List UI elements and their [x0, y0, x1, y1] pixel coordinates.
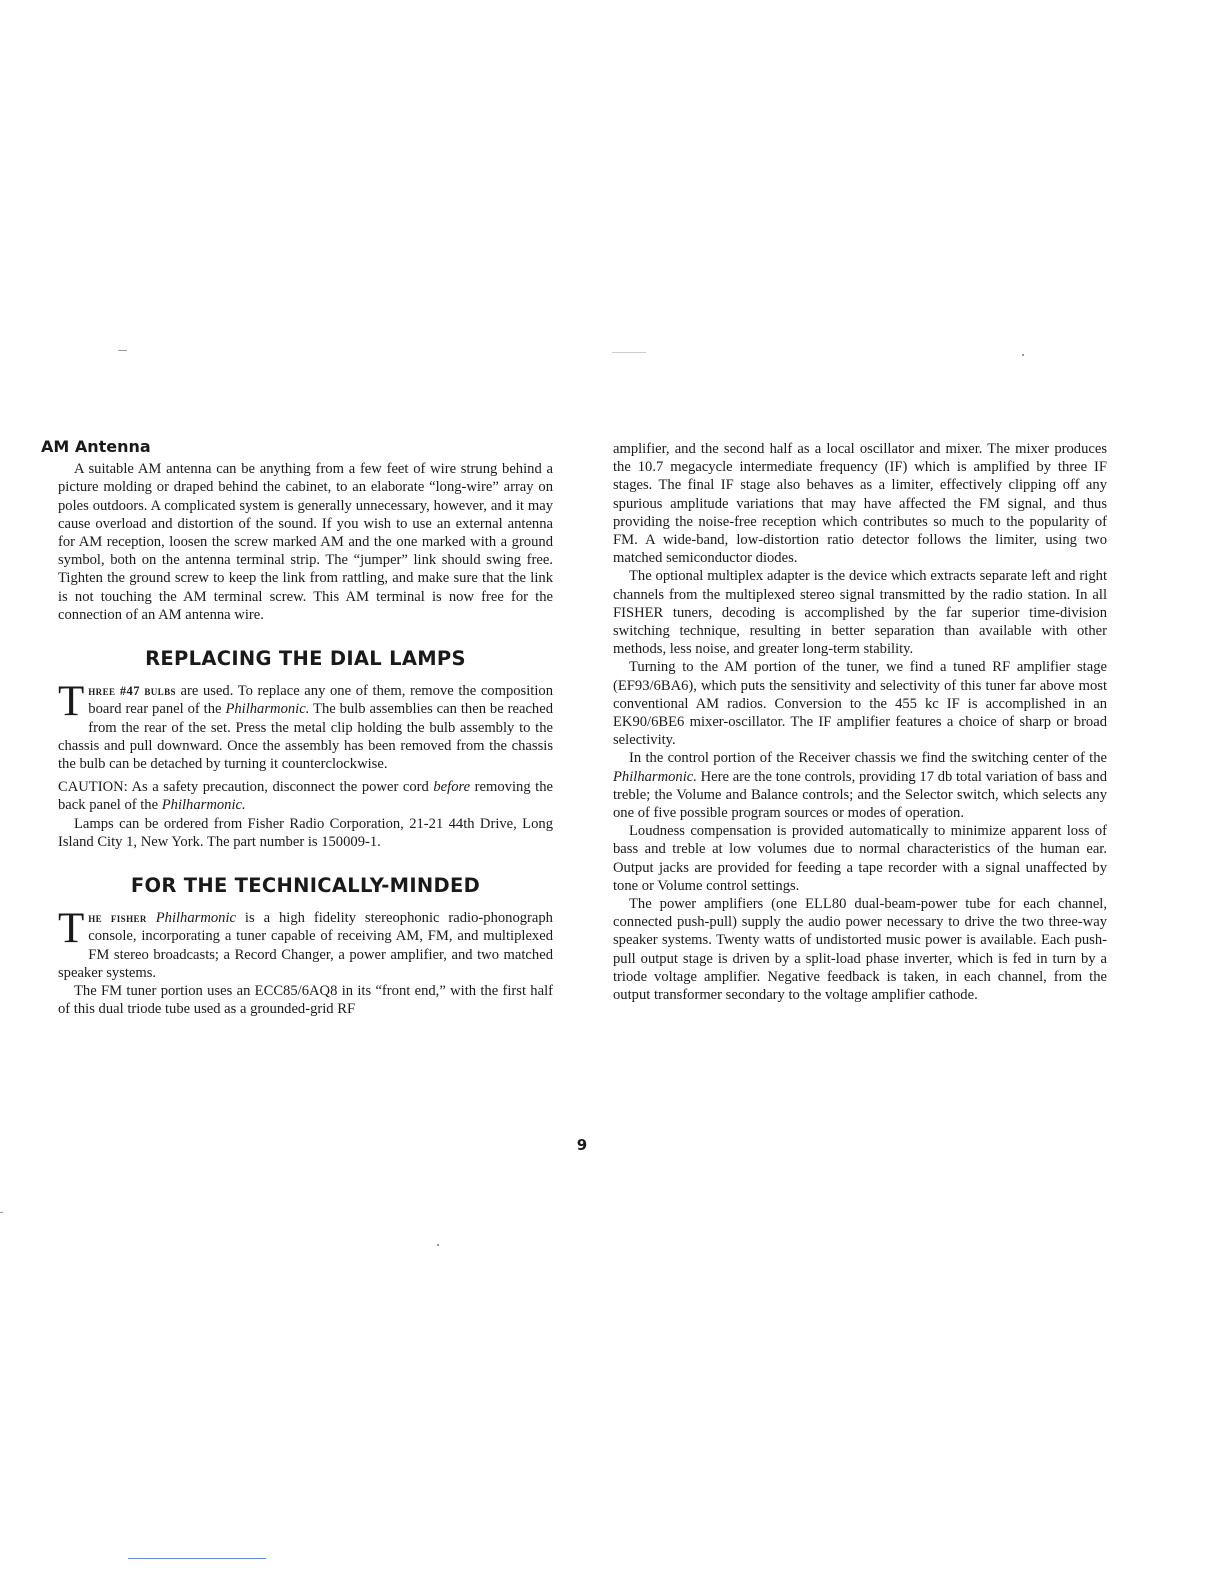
am-antenna-heading: AM Antenna: [41, 437, 151, 456]
philharmonic-italic: Philharmonic.: [161, 797, 246, 814]
technical-intro-paragraph: [58, 905, 553, 982]
caution-paragraph: [58, 778, 553, 814]
multiplex-paragraph: The optional multiplex adapter is the device which extracts separate left and right channels from the multiplexed stereo signal transmitted by the radio station. In all FISHER tuners, decoding is accomplished by the far superior time-division switching technique, resulting in better separation than available with other methods, less noise, and greater long-term stability.: [613, 568, 1107, 658]
am-tuner-paragraph: Turning to the AM portion of the tuner, we find a tuned RF amplifier stage (EF93/6BA6), which puts the sensitivity and selectivity of this tuner far above most conventional AM radios. Conversion to the 455 kc IF is accomplished in an EK90/6BE6 mixer-oscillator. The IF amplifier features a choice of sharp or broad selectivity.: [613, 659, 1107, 749]
technical-heading: FOR THE TECHNICALLY-MINDED: [130, 874, 481, 898]
caution-text: removing the back panel of the: [58, 779, 554, 814]
scan-speck: [0, 1212, 3, 1213]
philharmonic-italic: Philharmonic: [155, 910, 236, 927]
scan-speck: [612, 352, 646, 353]
power-amplifier-paragraph: The power amplifiers (one ELL80 dual-beam-power tube for each channel, connected push-pull) supply the audio power necessary to drive the two three-way speaker systems. Twenty watts of undistorted music power is available. Each push-pull output stage is driven by a split-load phase inverter, which is fed in turn by a triode voltage amplifier. Negative feedback is taken, in each channel, from the output transformer secondary to the voltage amplifier cathode.: [613, 896, 1107, 1004]
bottom-rule: [128, 1558, 266, 1559]
dial-lamps-text: The bulb assemblies can then be reached from the rear of the set. Press the metal clip holding the bulb assembly to the chassis and pull downward. Once the assembly has been removed from the chassis the bulb can be detached by turning it counterclockwise.: [58, 701, 553, 773]
page-number: 9: [576, 1136, 588, 1154]
loudness-paragraph: Loudness compensation is provided automatically to minimize apparent loss of bass and treble at low volumes due to normal characteristics of the human ear. Output jacks are provided for feeding a tape recorder with a signal unaffected by tone or Volume control settings.: [613, 823, 1107, 894]
philharmonic-italic: Philharmonic.: [613, 768, 697, 785]
scan-speck: [118, 350, 127, 351]
control-text: In the control portion of the Receiver chassis we find the switching center of the: [629, 750, 1107, 767]
fm-continued-paragraph: amplifier, and the second half as a local oscillator and mixer. The mixer produces the 10.7 megacycle intermediate frequency (IF) which is amplified by three IF stages. The final IF stage also behaves as a limiter, effectively clipping off any spurious amplitude variations that may have affected the FM signal, and thus providing the noise-free reception which contributes so much to the popularity of FM. A wide-band, low-distortion ratio detector follows the limiter, using two matched semiconductor diodes.: [613, 441, 1107, 567]
philharmonic-italic: Philharmonic.: [225, 701, 310, 718]
control-paragraph: [613, 749, 1107, 822]
drop-cap: T: [58, 905, 85, 953]
before-italic: before: [433, 779, 471, 796]
right-column: [613, 440, 1107, 1004]
fm-tuner-paragraph: The FM tuner portion uses an ECC85/6AQ8 in its “front end,” with the first half of this dual triode tube used as a grounded-grid RF: [58, 983, 553, 1018]
scan-speck: [1022, 354, 1024, 356]
dial-lamps-paragraph: [58, 678, 553, 773]
dial-lamps-heading: REPLACING THE DIAL LAMPS: [145, 647, 466, 671]
technical-intro-text: is a high fidelity stereophonic radio-phonograph console, incorporating a tuner capable of receiving AM, FM, and multiplexed FM stereo broadcasts; a Record Changer, a power amplifier, and two matched speaker systems.: [58, 910, 553, 981]
control-text: Here are the tone controls, providing 17 db total variation of bass and treble; the Volume and Balance controls; and the Selector switch, which selects any one of five possible program sources or modes of operation.: [613, 768, 1107, 822]
lead-small-caps: hree #47 bulbs: [88, 684, 176, 699]
dial-lamps-text: are used. To replace any one of them, remove the composition board rear panel of the: [88, 683, 553, 718]
drop-cap: T: [58, 678, 85, 726]
left-column: [41, 437, 554, 1018]
lead-small-caps: he fisher: [88, 911, 147, 926]
scan-speck: [437, 1244, 439, 1246]
am-antenna-paragraph: A suitable AM antenna can be anything from a few feet of wire strung behind a picture molding or draped behind the cabinet, to an elaborate “long-wire” array on poles outdoors. A complicated system is generally unnecessary, however, and it may cause overload and distortion of the sound. If you wish to use an external antenna for AM reception, loosen the screw marked AM and the one marked with a ground symbol, both on the antenna terminal strip. The “jumper” link should swing free. Tighten the ground screw to keep the link from rattling, and make sure that the link is not touching the AM terminal screw. This AM terminal is now free for the connection of an AM antenna wire.: [58, 461, 553, 623]
lamps-order-paragraph: Lamps can be ordered from Fisher Radio Corporation, 21-21 44th Drive, Long Island City 1, New York. The part number is 150009-1.: [58, 815, 553, 850]
caution-text: CAUTION: As a safety precaution, disconnect the power cord: [58, 779, 434, 796]
